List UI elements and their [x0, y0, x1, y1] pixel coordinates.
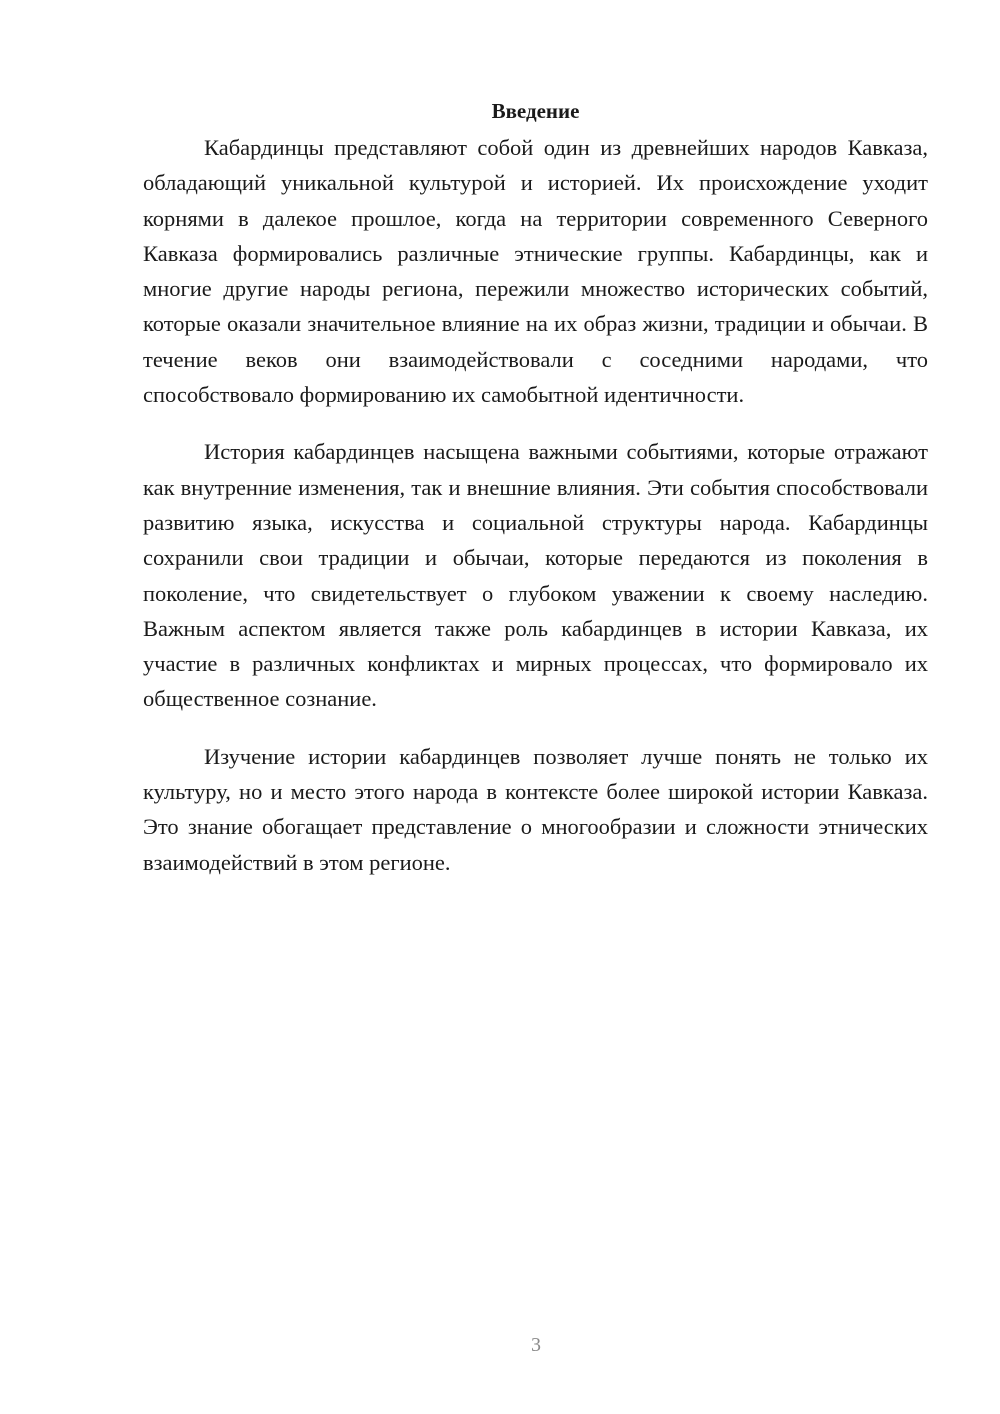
- paragraph-1: Кабардинцы представляют собой один из древнейших народов Кавказа, обладающий уникальной культурой и историей. Их происхождение уходит корнями в далекое прошлое, когда на территории современного Северного Кавказа формировались различные этнические группы. Кабардинцы, как и многие другие народы региона, пережили множество исторических событий, которые оказали значительное влияние на их образ жизни, традиции и обычаи. В течение веков они взаимодействовали с соседними народами, что способствовало формированию их самобытной идентичности.: [143, 135, 928, 408]
- paragraph-2: История кабардинцев насыщена важными событиями, которые отражают как внутренние изменения, так и внешние влияния. Эти события способствовали развитию языка, искусства и социальной структуры народа. Кабардинцы сохранили свои традиции и обычаи, которые передаются из поколения в поколение, что свидетельствует о глубоком уважении к своему наследию. Важным аспектом является также роль кабардинцев в истории Кавказа, их участие в различных конфликтах и мирных процессах, что формировало их общественное сознание.: [143, 439, 928, 712]
- paragraph-3: Изучение истории кабардинцев позволяет лучше понять не только их культуру, но и место этого народа в контексте более широкой истории Кавказа. Это знание обогащает представление о многообразии и сложности этнических взаимодействий в этом регионе.: [143, 743, 928, 875]
- page-number: 3: [531, 1334, 541, 1356]
- page-content: [143, 96, 928, 902]
- section-heading: Введение: [491, 99, 580, 123]
